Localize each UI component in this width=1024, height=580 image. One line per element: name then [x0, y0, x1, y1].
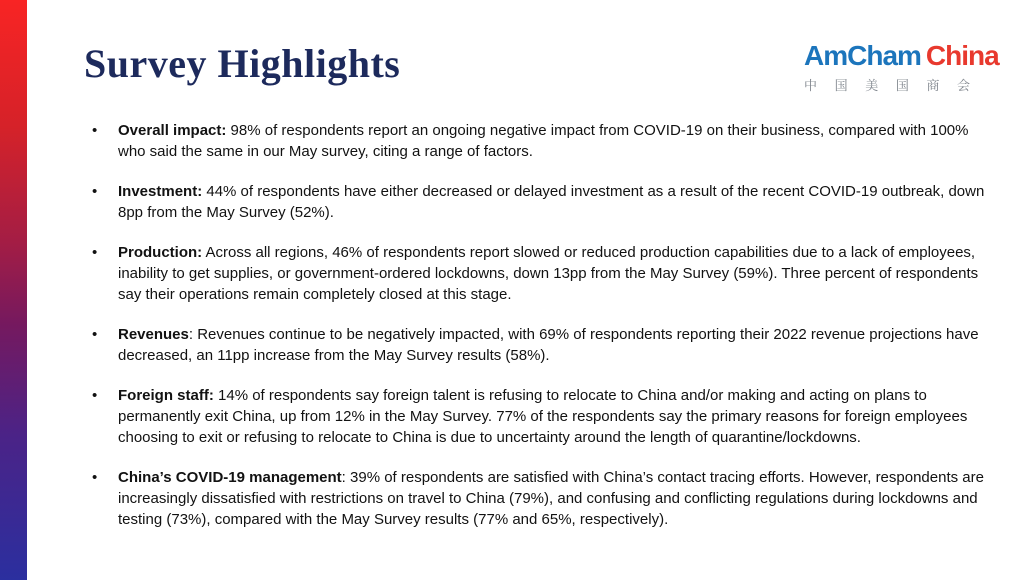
bullet-body: : 39% of respondents are satisfied with China’s contact tracing efforts. However, respondents are increasingly dissatisfied with restrictions on travel to China (79%), and confusing and conflicting regulations during lockdowns and testing (73%), compared with the May Survey results (77% and 65%, respectively). [118, 469, 984, 528]
logo-text-amcham: AmCham [804, 40, 921, 71]
logo-wordmark [804, 40, 999, 71]
bullet-production [90, 242, 990, 305]
bullet-body: 98% of respondents report an ongoing negative impact from COVID-19 on their business, compared with 100% who said the same in our May survey, citing a range of factors. [118, 122, 969, 160]
amcham-china-logo [804, 40, 999, 94]
bullet-lead: Revenues [118, 326, 189, 343]
bullet-overall-impact [90, 120, 990, 162]
logo-chinese-text: 中 国 美 国 商 会 [804, 78, 978, 93]
accent-gradient-bar [0, 0, 27, 580]
bullet-revenues [90, 324, 990, 366]
bullet-investment [90, 181, 990, 223]
bullet-foreign-staff [90, 385, 990, 448]
bullet-lead: Foreign staff: [118, 387, 214, 404]
survey-highlights-list [90, 120, 990, 549]
bullet-covid-management [90, 467, 990, 530]
bullet-lead: China’s COVID-19 management [118, 469, 342, 486]
bullet-body: Across all regions, 46% of respondents report slowed or reduced production capabilities due to a lack of employees, inability to get supplies, or government-ordered lockdowns, down 13pp from the May Survey (59%). Three percent of respondents say their operations remain completely closed at this stage. [118, 244, 979, 303]
logo-text-china: China [925, 40, 999, 71]
bullet-lead: Production: [118, 244, 203, 261]
bullet-body: 44% of respondents have either decreased or delayed investment as a result of the recent COVID-19 outbreak, down 8pp from the May Survey (52%). [118, 183, 985, 221]
bullet-body: 14% of respondents say foreign talent is refusing to relocate to China and/or making and acting on plans to permanently exit China, up from 12% in the May Survey. 77% of the respondents say the primary reasons for foreign employees choosing to exit or refusing to relocate to China is due to uncertainty around the length of quarantine/lockdowns. [118, 387, 968, 446]
page-title: Survey Highlights [84, 41, 401, 86]
bullet-lead: Overall impact: [118, 122, 227, 139]
bullet-lead: Investment: [118, 183, 203, 200]
bullet-body: : Revenues continue to be negatively impacted, with 69% of respondents reporting their 2022 revenue projections have decreased, an 11pp increase from the May Survey results (58%). [118, 326, 979, 364]
